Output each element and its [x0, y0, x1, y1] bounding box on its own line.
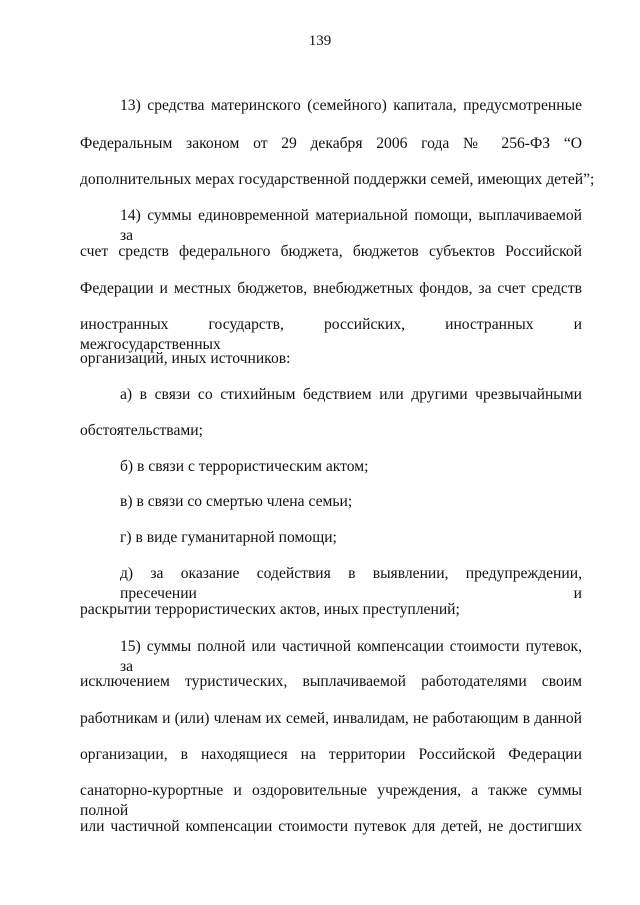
text-line: в) в связи со смертью члена семьи; [120, 493, 353, 510]
text-line: 13) средства материнского (семейного) капитала, предусмотренные [120, 97, 582, 114]
text-line: раскрытии террористических актов, иных преступлений; [80, 601, 460, 618]
text-line: иностранных государств, российских, иностранных и межгосударственных [80, 316, 582, 353]
text-line: исключением туристических, выплачиваемой работодателями своим [80, 673, 582, 690]
text-line: 14) суммы единовременной материальной помощи, выплачиваемой за [120, 207, 582, 244]
text-line: Федерации и местных бюджетов, внебюджетных фондов, за счет средств [80, 280, 582, 297]
text-line: работникам и (или) членам их семей, инвалидам, не работающим в данной [80, 710, 582, 727]
text-line: Федеральным законом от 29 декабря 2006 года № 256-ФЗ “О [80, 135, 582, 152]
text-line: 15) суммы полной или частичной компенсации стоимости путевок, за [120, 638, 582, 675]
text-line: дополнительных мерах государственной поддержки семей, имеющих детей”; [80, 171, 595, 188]
text-line: санаторно-курортные и оздоровительные учреждения, а также суммы полной [80, 782, 582, 819]
text-line: а) в связи со стихийным бедствием или другими чрезвычайными [120, 386, 582, 403]
text-line: или частичной компенсации стоимости путевок для детей, не достигших [80, 818, 582, 835]
text-line: организации, в находящиеся на территории Российской Федерации [80, 746, 582, 763]
text-line: счет средств федерального бюджета, бюджетов субъектов Российской [80, 243, 582, 260]
text-line: обстоятельствами; [80, 422, 203, 439]
page-number: 139 [308, 33, 332, 49]
text-line: организаций, иных источников: [80, 350, 291, 367]
text-line: г) в виде гуманитарной помощи; [120, 529, 337, 546]
text-line: д) за оказание содействия в выявлении, предупреждении, пресечении и [120, 565, 582, 602]
text-line: б) в связи с террористическим актом; [120, 458, 369, 475]
